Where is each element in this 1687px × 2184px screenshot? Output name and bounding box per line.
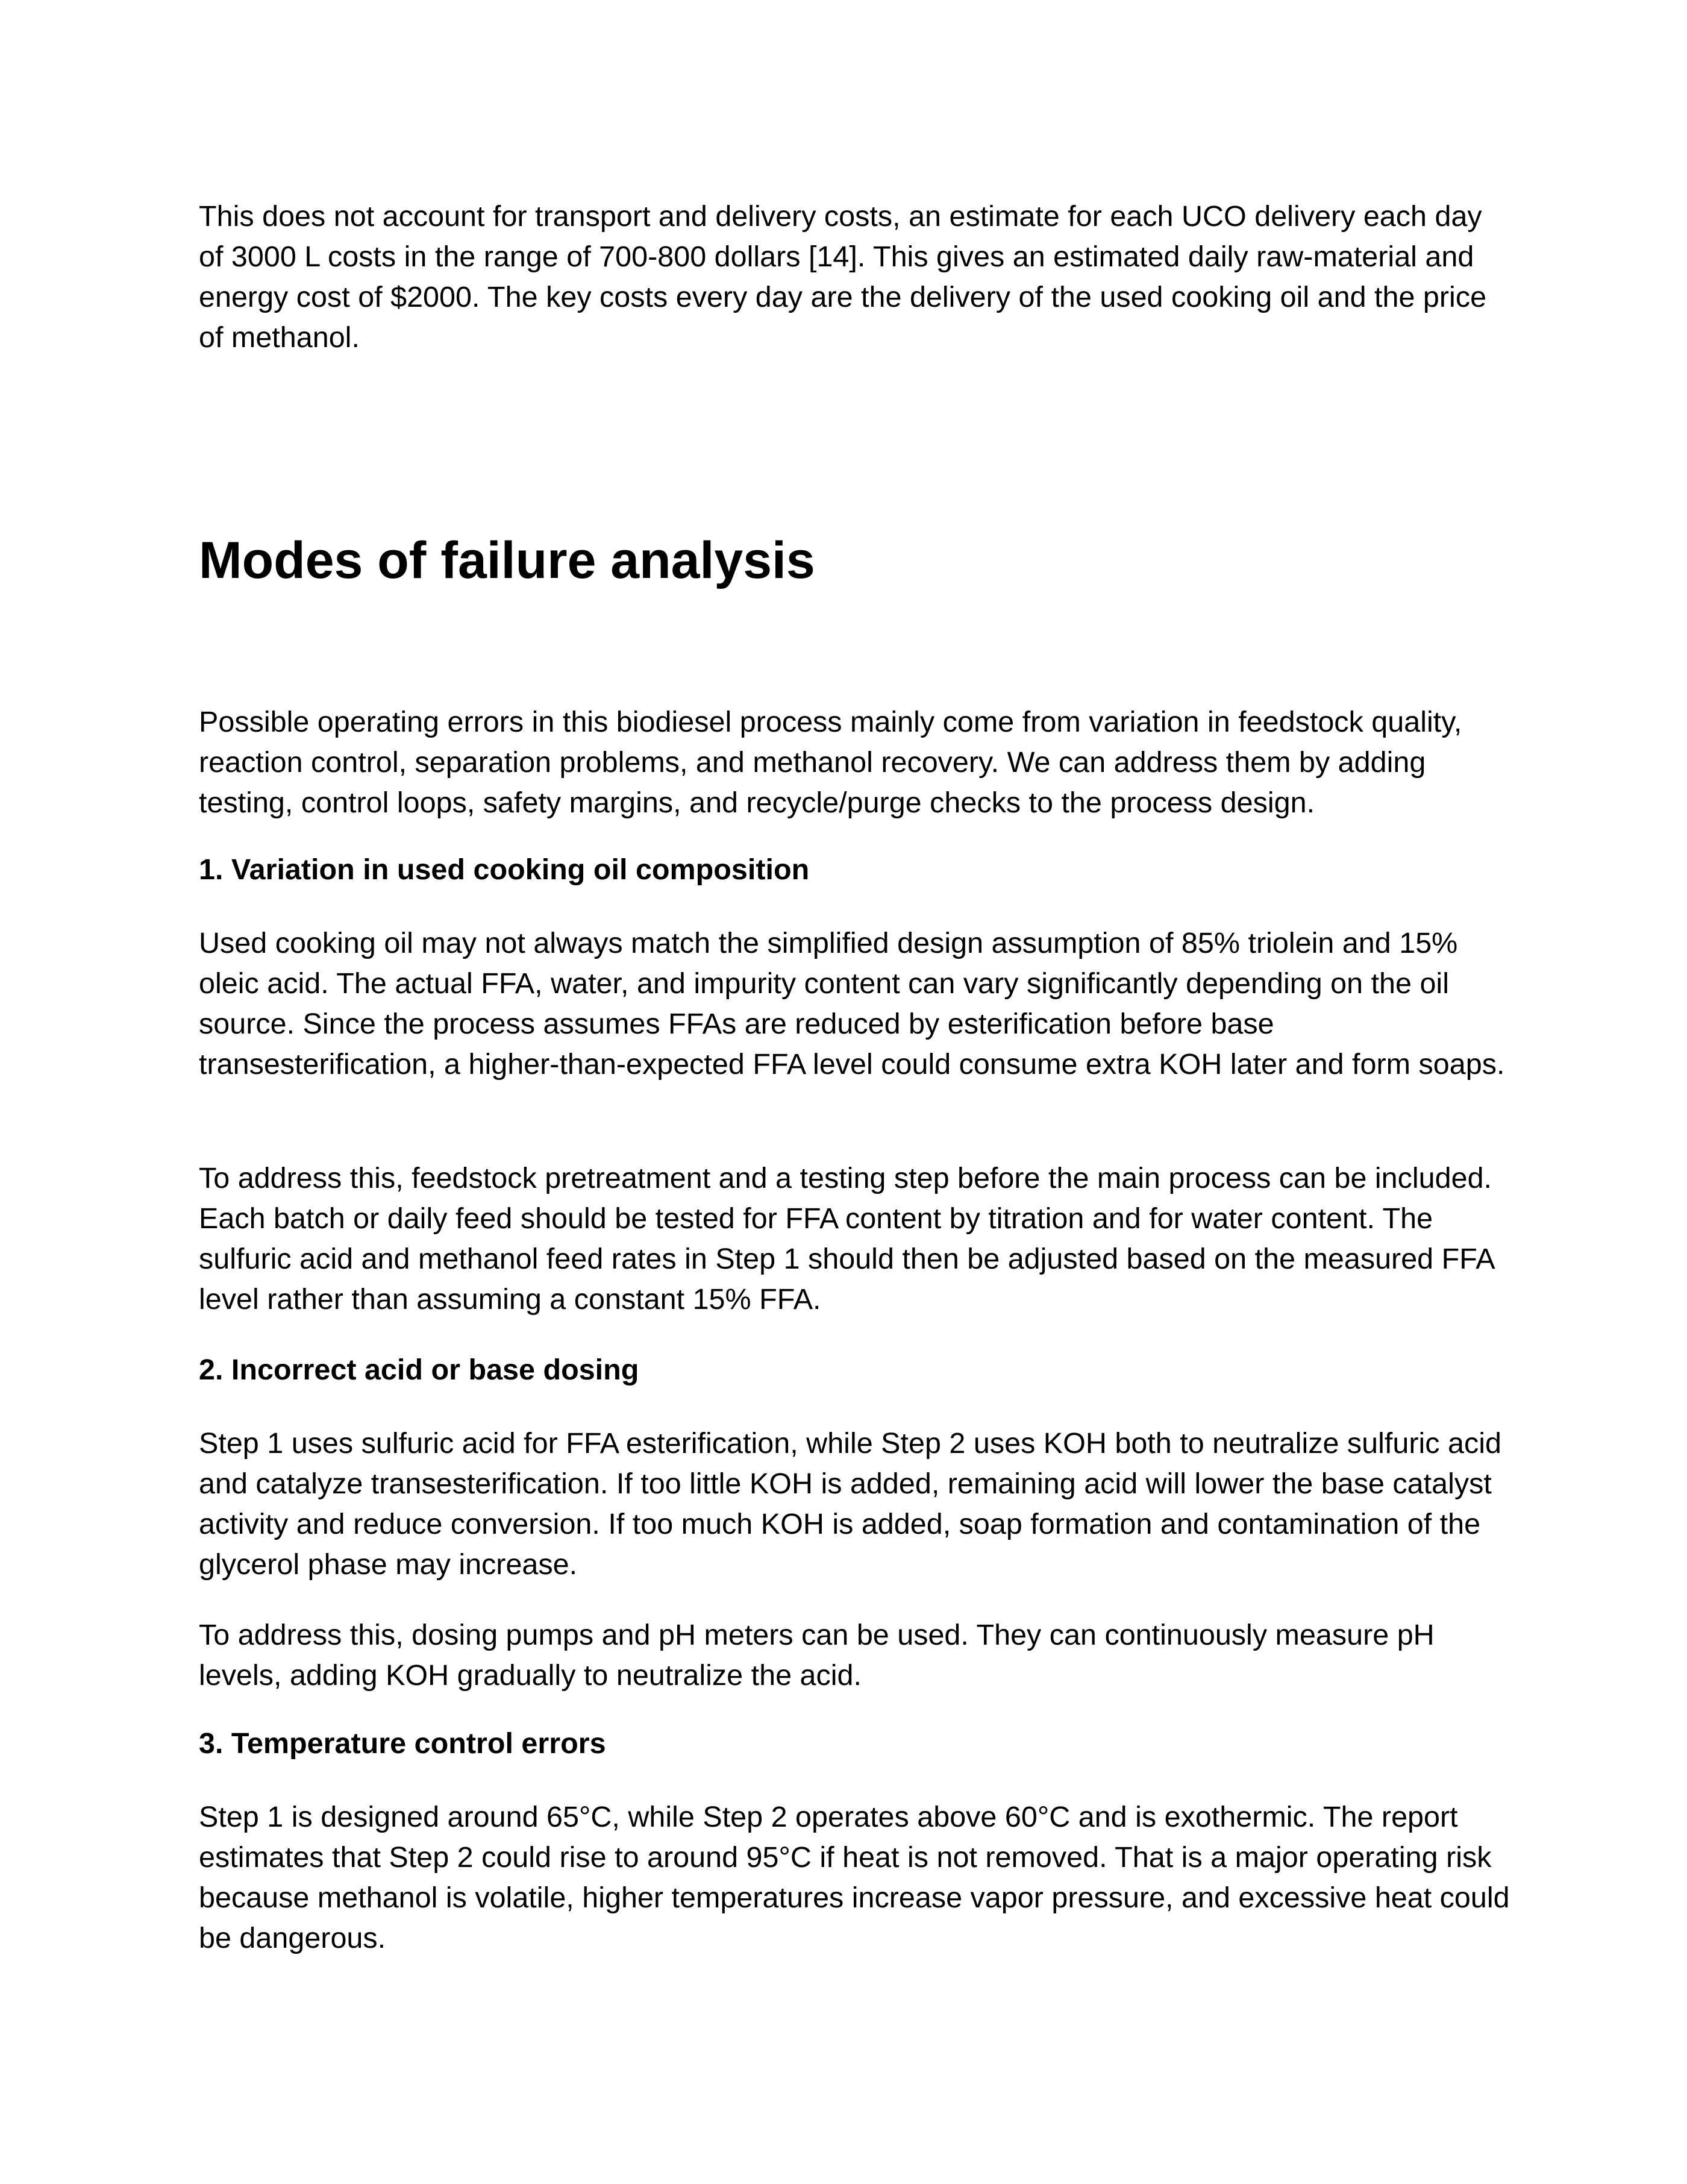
item-paragraph: Used cooking oil may not always match the simplified design assumption of 85% triolein and 15% oleic acid. The actual FFA, water, and impurity content can vary significantly depending on the oil source. Since the process assumes FFAs are reduced by esterification before base transesterification, a higher-than-expected FFA level could consume extra KOH later and form soaps.	[199, 927, 1505, 1081]
item-paragraph: To address this, dosing pumps and pH meters can be used. They can continuously measure pH levels, adding KOH gradually to neutralize the acid.	[199, 1619, 1435, 1692]
item-heading: 1. Variation in used cooking oil composition	[199, 853, 810, 886]
section-heading: Modes of failure analysis	[199, 532, 815, 589]
item-heading: 2. Incorrect acid or base dosing	[199, 1354, 639, 1386]
item-paragraph: Step 1 is designed around 65°C, while Step 2 operates above 60°C and is exothermic. The report estimates that Step 2 could rise to around 95°C if heat is not removed. That is a major operating risk because methanol is volatile, higher temperatures increase vapor pressure, and excessive heat could be dangerous.	[199, 1801, 1510, 1954]
intro-paragraph: This does not account for transport and delivery costs, an estimate for each UCO delivery each day of 3000 L costs in the range of 700-800 dollars [14]. This gives an estimated daily raw-material and energy cost of $2000. The key costs every day are the delivery of the used cooking oil and the price of methanol.	[199, 200, 1487, 354]
item-paragraph: To address this, feedstock pretreatment and a testing step before the main process can be included. Each batch or daily feed should be tested for FFA content by titration and for water content. The sulfuric acid and methanol feed rates in Step 1 should then be adjusted based on the measured FFA level rather than assuming a constant 15% FFA.	[199, 1162, 1494, 1316]
item-heading: 3. Temperature control errors	[199, 1727, 606, 1760]
overview-paragraph: Possible operating errors in this biodiesel process mainly come from variation in feedstock quality, reaction control, separation problems, and methanol recovery. We can address them by adding testing, control loops, safety margins, and recycle/purge checks to the process design.	[199, 706, 1462, 819]
item-paragraph: Step 1 uses sulfuric acid for FFA esterification, while Step 2 uses KOH both to neutralize sulfuric acid and catalyze transesterification. If too little KOH is added, remaining acid will lower the base catalyst activity and reduce conversion. If too much KOH is added, soap formation and contamination of the glycerol phase may increase.	[199, 1427, 1501, 1581]
